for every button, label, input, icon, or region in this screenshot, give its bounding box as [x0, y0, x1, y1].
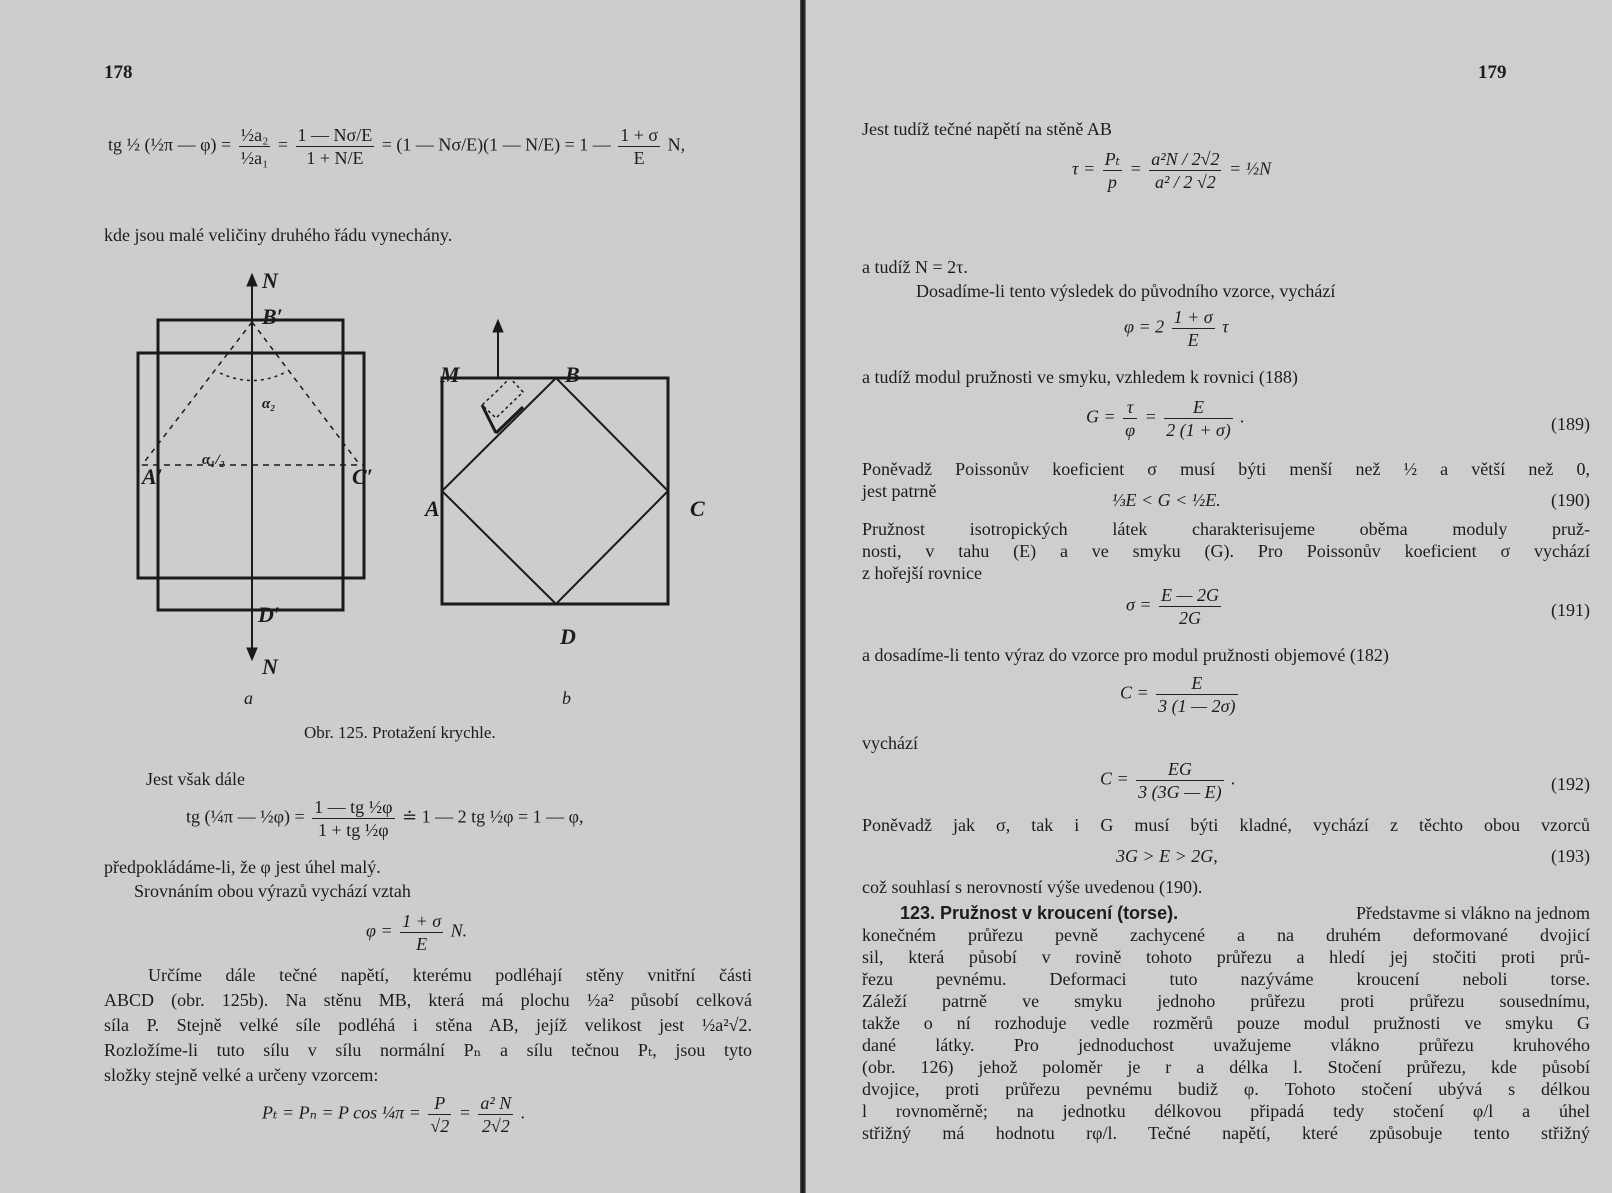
fig-a-label-c: C′ — [352, 464, 373, 489]
equation-192: C = $\frac{EG}{3 (3G — E)}$ . — [1100, 759, 1236, 802]
text-line: Jest tudíž tečné napětí na stěně AB — [862, 119, 1112, 139]
paragraph-line: Rozložíme-li tuto sílu v sílu normální Pₙ a sílu tečnou Pₜ, jsou tyto — [104, 1040, 752, 1060]
section-first-line: 123. Pružnost v kroucení (torse). Představme si vlákno na jednom — [862, 902, 1590, 924]
fig-b-label-m: M — [440, 362, 460, 387]
figure-b-drawing — [442, 320, 668, 604]
equation-tau: τ = $\frac{\text{Pₜ}}{p}$ = $\frac{\text{a²N / 2√2}}{\text{a² / 2 √2}}$ = ½N — [1072, 149, 1272, 192]
text-line: Srovnáním obou výrazů vychází vztah — [134, 881, 411, 901]
text-line: kde jsou malé veličiny druhého řádu vynechány. — [104, 225, 453, 245]
paragraph-line: střižný má hodnotu rφ/l. Tečné napětí, které způsobuje tento střižný — [862, 1123, 1590, 1143]
right-page — [806, 0, 1612, 1193]
text-line: což souhlasí s nerovností výše uvedenou (190). — [862, 877, 1203, 897]
paragraph-line: řezu pevnému. Deformaci tuto nazýváme kroucení neboli torse. — [862, 969, 1590, 989]
fig-a-label-n-top: N — [262, 268, 278, 293]
equation-phi: φ = $\frac{1 + \sigma}{E}$ N. — [366, 911, 468, 954]
paragraph-line: Pružnost isotropických látek charakterisujeme oběma moduly pruž- — [862, 519, 1590, 539]
equation-191: σ = $\frac{E — 2G}{2G}$ — [1126, 585, 1220, 628]
text-line: Jest však dále — [146, 769, 245, 789]
equation-193: 3G > E > 2G, — [1116, 846, 1218, 866]
equation-number: (191) — [1551, 600, 1590, 620]
text-line: vychází — [862, 733, 918, 753]
paragraph-line: dvojice, proti průřezu pevnému budiž φ. Tohoto stočení ubývá s délkou — [862, 1079, 1590, 1099]
page-number: 178 — [104, 62, 133, 83]
text-line: a tudíž modul pružnosti ve smyku, vzhledem k rovnici (188) — [862, 367, 1298, 387]
equation-number: (190) — [1551, 490, 1590, 510]
fig-b-label-d: D — [560, 624, 576, 649]
left-page — [0, 0, 800, 1193]
equation-pt: Pₜ = Pₙ = P cos ¼π = $\frac{P}{√2}$ = $\frac{\text{a² N}}{2√2}$ . — [262, 1093, 526, 1136]
figure-caption: Obr. 125. Protažení krychle. — [304, 723, 496, 742]
fig-b-label-a: A — [425, 496, 440, 521]
paragraph-line: ABCD (obr. 125b). Na stěnu MB, která má plochu ½a² působí celková — [104, 990, 752, 1010]
figure-a-drawing — [138, 274, 364, 660]
figure-125 — [120, 270, 700, 695]
equation-number: (192) — [1551, 774, 1590, 794]
paragraph-line: Určíme dále tečné napětí, kterému podléhají stěny vnitřní části — [148, 965, 752, 985]
paragraph-line: nosti, v tahu (E) a ve smyku (G). Pro Poissonův koeficient σ vychází — [862, 541, 1590, 561]
fig-b-label-b: B — [565, 362, 580, 387]
fig-a-label-angle: α₂ — [262, 396, 276, 412]
fig-a-label-b: B′ — [262, 304, 283, 329]
fig-b-sublabel: b — [562, 688, 571, 708]
fig-a-label-half: α₁/₂ — [202, 452, 225, 468]
paragraph-line: složky stejně velké a určeny vzorcem: — [104, 1065, 379, 1085]
paragraph-line: síla P. Stejně velké síle podléhá i stěna AB, jejíž velikost jest ½a²√2. — [104, 1015, 752, 1035]
text-line: a tudíž N = 2τ. — [862, 257, 968, 277]
paragraph-line: sil, která působí v rovině tohoto průřezu a hledí jej stočiti proti prů- — [862, 947, 1590, 967]
text-line: Dosadíme-li tento výsledek do původního vzorce, vychází — [916, 281, 1336, 301]
paragraph-line: dané látky. Pro jednoduchost uvažujeme vlákno průřezu kruhového — [862, 1035, 1590, 1055]
equation-number: (193) — [1551, 846, 1590, 866]
fig-a-label-n-bottom: N — [262, 654, 278, 679]
equation-190: ⅓E < G < ½E. — [1112, 490, 1221, 510]
text-line: předpokládáme-li, že φ jest úhel malý. — [104, 857, 381, 877]
text-line: jest patrně — [862, 481, 937, 501]
text-line: Poněvadž Poissonův koeficient σ musí býti menší než ½ a větší než 0, — [862, 459, 1590, 479]
paragraph-line: l rovnoměrně; na jednotku délkovou připadá tedy stočení φ/l a úhel — [862, 1101, 1590, 1121]
equation-c1: C = $\frac{E}{3 (1 — 2\sigma)}$ — [1120, 673, 1236, 716]
equation-phi2: φ = 2 $\frac{1 + \sigma}{E}$ τ — [1124, 307, 1229, 350]
equation-189: G = $\frac{\tau}{\varphi}$ = $\frac{E}{2 (1 + \sigma)}$ . — [1086, 397, 1245, 440]
page-number: 179 — [1478, 62, 1507, 83]
fig-b-label-c: C — [690, 496, 705, 521]
fig-a-label-a: A′ — [142, 464, 163, 489]
equation-tg-half: tg ½ (½π — φ) = $\frac{\text{½a₂}}{\text{½a₁}}$ = $\frac{1 — N\sigma/E}{1 + N/E}$ = (1 — Nσ/E)(1 — N/E) = 1 — $\frac{1 + \sigma}{E}$ N, — [108, 125, 686, 168]
equation-tg-quarter: tg (¼π — ½φ) = $\frac{\text{1 — tg ½φ}}{\text{1 + tg ½φ}}$ ≐ 1 — 2 tg ½φ = 1 — φ, — [186, 797, 584, 840]
text-line: a dosadíme-li tento výraz do vzorce pro modul pružnosti objemové (182) — [862, 645, 1389, 665]
paragraph-line: takže o ní rozhoduje vedle rozměrů pouze modul pružnosti ve smyku G — [862, 1013, 1590, 1033]
fig-a-label-d: D′ — [258, 602, 281, 627]
paragraph-line: Záleží patrně ve smyku jednoho průřezu proti průřezu sousednímu, — [862, 991, 1590, 1011]
fig-a-sublabel: a — [244, 688, 253, 708]
text-line: Poněvadž jak σ, tak i G musí býti kladné, vychází z těchto obou vzorců — [862, 815, 1590, 835]
paragraph-line: konečném průřezu pevně zachycené a na druhém deformované dvojicí — [862, 925, 1590, 945]
equation-number: (189) — [1551, 414, 1590, 434]
section-heading: 123. Pružnost v kroucení (torse). — [900, 903, 1179, 923]
paragraph-line: (obr. 126) jehož poloměr je r a délka l. Stočení průřezu, kde působí — [862, 1057, 1590, 1077]
paragraph-line: z hořejší rovnice — [862, 563, 982, 583]
